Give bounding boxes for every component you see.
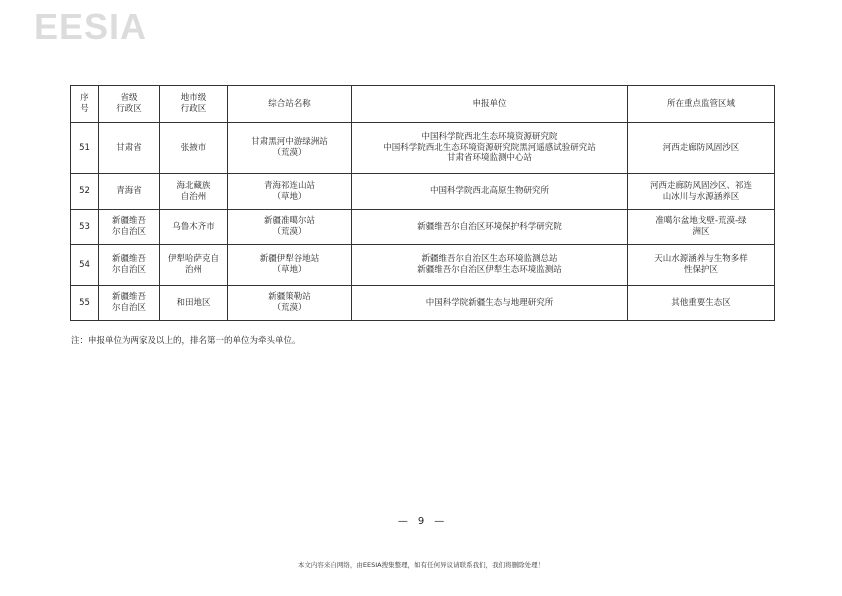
- cell-region: 准噶尔盆地戈壁-荒漠-绿 洲区: [628, 210, 775, 245]
- cell-no: 55: [71, 286, 99, 321]
- cell-units: 中国科学院西北生态环境资源研究院 中国科学院西北生态环境资源研究院黑河遥感试验研究站 甘肃省环境监测中心站: [352, 123, 628, 174]
- table-row: [71, 286, 775, 321]
- header-province: 省级 行政区: [99, 86, 160, 123]
- cell-no: 52: [71, 174, 99, 210]
- cell-units: 新疆维吾尔自治区环境保护科学研究院: [352, 210, 628, 245]
- footer-disclaimer: 本文内容来自网络，由EESIA搜集整理，如有任何异议请联系我们，我们将删除处理！: [297, 561, 545, 569]
- cell-region: 天山水源涵养与生物多样 性保护区: [628, 245, 775, 286]
- cell-units: 中国科学院西北高原生物研究所: [352, 174, 628, 210]
- cell-city: 和田地区: [160, 286, 228, 321]
- cell-province: 青海省: [99, 174, 160, 210]
- table-header-row: [71, 86, 775, 123]
- cell-province: 新疆维吾 尔自治区: [99, 245, 160, 286]
- cell-city: 张掖市: [160, 123, 228, 174]
- cell-units: 中国科学院新疆生态与地理研究所: [352, 286, 628, 321]
- dash-right: —: [434, 516, 445, 527]
- header-no: 序 号: [71, 86, 99, 123]
- cell-city: 伊犁哈萨克自 治州: [160, 245, 228, 286]
- table-row: [71, 123, 775, 174]
- cell-station: 新疆策勒站 （荒漠）: [228, 286, 352, 321]
- table-note: 注：申报单位为两家及以上的，排名第一的单位为牵头单位。: [71, 336, 301, 346]
- page-number-value: 9: [417, 516, 425, 527]
- cell-no: 51: [71, 123, 99, 174]
- table-row: [71, 245, 775, 286]
- cell-units: 新疆维吾尔自治区生态环境监测总站 新疆维吾尔自治区伊犁生态环境监测站: [352, 245, 628, 286]
- cell-city: 乌鲁木齐市: [160, 210, 228, 245]
- header-units: 申报单位: [352, 86, 628, 123]
- cell-no: 53: [71, 210, 99, 245]
- station-table: [70, 85, 775, 321]
- cell-station: 新疆准噶尔站 （荒漠）: [228, 210, 352, 245]
- cell-province: 新疆维吾 尔自治区: [99, 286, 160, 321]
- table-row: [71, 210, 775, 245]
- page-number: [0, 516, 842, 527]
- cell-region: 河西走廊防风固沙区、祁连 山冰川与水源涵养区: [628, 174, 775, 210]
- dash-left: —: [397, 516, 408, 527]
- cell-no: 54: [71, 245, 99, 286]
- cell-province: 新疆维吾 尔自治区: [99, 210, 160, 245]
- cell-city: 海北藏族 自治州: [160, 174, 228, 210]
- cell-station: 青海祁连山站 （草地）: [228, 174, 352, 210]
- eesia-logo: EESIA: [34, 6, 148, 47]
- cell-region: 其他重要生态区: [628, 286, 775, 321]
- header-city: 地市级 行政区: [160, 86, 228, 123]
- header-station: 综合站名称: [228, 86, 352, 123]
- header-region: 所在重点监管区域: [628, 86, 775, 123]
- cell-station: 甘肃黑河中游绿洲站 （荒漠）: [228, 123, 352, 174]
- cell-region: 河西走廊防风固沙区: [628, 123, 775, 174]
- cell-province: 甘肃省: [99, 123, 160, 174]
- cell-station: 新疆伊犁谷地站 （草地）: [228, 245, 352, 286]
- table-row: [71, 174, 775, 210]
